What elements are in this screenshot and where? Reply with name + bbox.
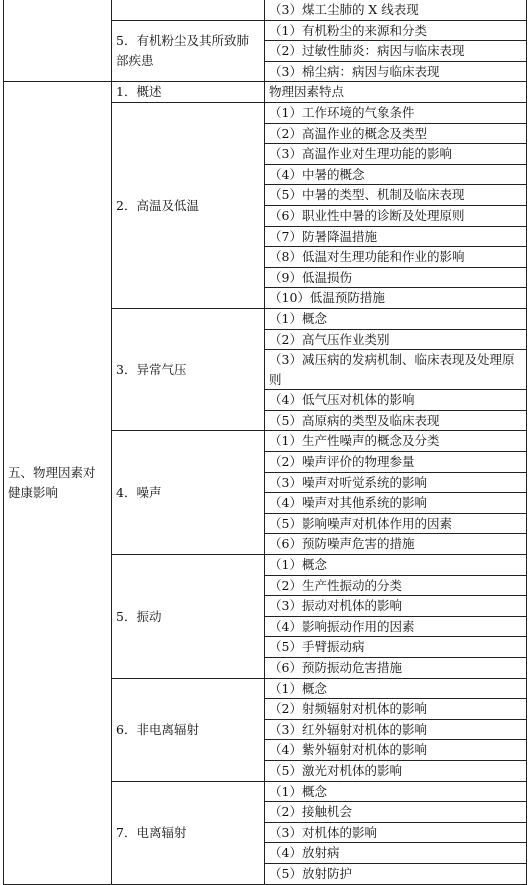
section-cell [4,0,112,82]
topic-cell: 4．噪声 [112,431,265,555]
topic-cell [112,0,265,20]
item-cell: （1）有机粉尘的来源和分类 [265,20,527,41]
topic-cell: 1．概述 [112,82,265,103]
item-cell: （3）煤工尘肺的 X 线表现 [265,0,527,20]
item-cell: （3）对机体的影响 [265,822,527,843]
item-cell: （5）放射防护 [265,863,527,884]
item-cell: （2）射频辐射对机体的影响 [265,699,527,720]
item-cell: （2）生产性振动的分类 [265,575,527,596]
section-cell: 五、物理因素对健康影响 [4,82,112,884]
item-cell: （9）低温损伤 [265,267,527,288]
item-cell: （5）中暑的类型、机制及临床表现 [265,185,527,206]
item-cell: （3）棉尘病：病因与临床表现 [265,61,527,82]
item-cell: （1）概念 [265,555,527,576]
item-cell: （6）预防振动危害措施 [265,658,527,679]
topic-cell: 5．有机粉尘及其所致肺部疾患 [112,20,265,82]
item-cell: （1）概念 [265,781,527,802]
item-cell: （4）低气压对机体的影响 [265,390,527,411]
item-cell: （2）过敏性肺炎：病因与临床表现 [265,41,527,62]
item-cell: （10）低温预防措施 [265,288,527,309]
item-cell: （1）工作环境的气象条件 [265,102,527,123]
item-cell: （5）高原病的类型及临床表现 [265,410,527,431]
item-cell: （4）紫外辐射对机体的影响 [265,740,527,761]
item-cell: （3）红外辐射对机体的影响 [265,719,527,740]
item-cell: （6）职业性中暑的诊断及处理原则 [265,205,527,226]
item-cell: （5）影响噪声对机体作用的因素 [265,513,527,534]
item-cell: （2）噪声评价的物理参量 [265,452,527,473]
item-cell: （8）低温对生理功能和作业的影响 [265,247,527,268]
topic-cell: 5．振动 [112,555,265,679]
syllabus-body [4,0,527,884]
topic-cell: 6．非电离辐射 [112,678,265,781]
item-cell: （4）影响振动作用的因素 [265,616,527,637]
table-row [4,0,527,20]
item-cell: （4）放射病 [265,843,527,864]
item-cell: 物理因素特点 [265,82,527,103]
item-cell: （3）振动对机体的影响 [265,596,527,617]
item-cell: （5）激光对机体的影响 [265,760,527,781]
item-cell: （7）防暑降温措施 [265,226,527,247]
item-cell: （6）预防噪声危害的措施 [265,534,527,555]
item-cell: （4）中暑的概念 [265,164,527,185]
item-cell: （2）高温作业的概念及类型 [265,123,527,144]
item-cell: （1）生产性噪声的概念及分类 [265,431,527,452]
item-cell: （3）高温作业对生理功能的影响 [265,144,527,165]
item-cell: （3）减压病的发病机制、临床表现及处理原则 [265,350,527,390]
topic-cell: 3．异常气压 [112,308,265,431]
table-row [4,82,527,103]
item-cell: （1）概念 [265,678,527,699]
item-cell: （2）高气压作业类别 [265,329,527,350]
item-cell: （2）接触机会 [265,802,527,823]
topic-cell: 7．电离辐射 [112,781,265,884]
item-cell: （5）手臂振动病 [265,637,527,658]
item-cell: （4）噪声对其他系统的影响 [265,493,527,514]
item-cell: （3）噪声对听觉系统的影响 [265,472,527,493]
syllabus-table [3,0,527,885]
item-cell: （1）概念 [265,308,527,329]
topic-cell: 2．高温及低温 [112,102,265,308]
